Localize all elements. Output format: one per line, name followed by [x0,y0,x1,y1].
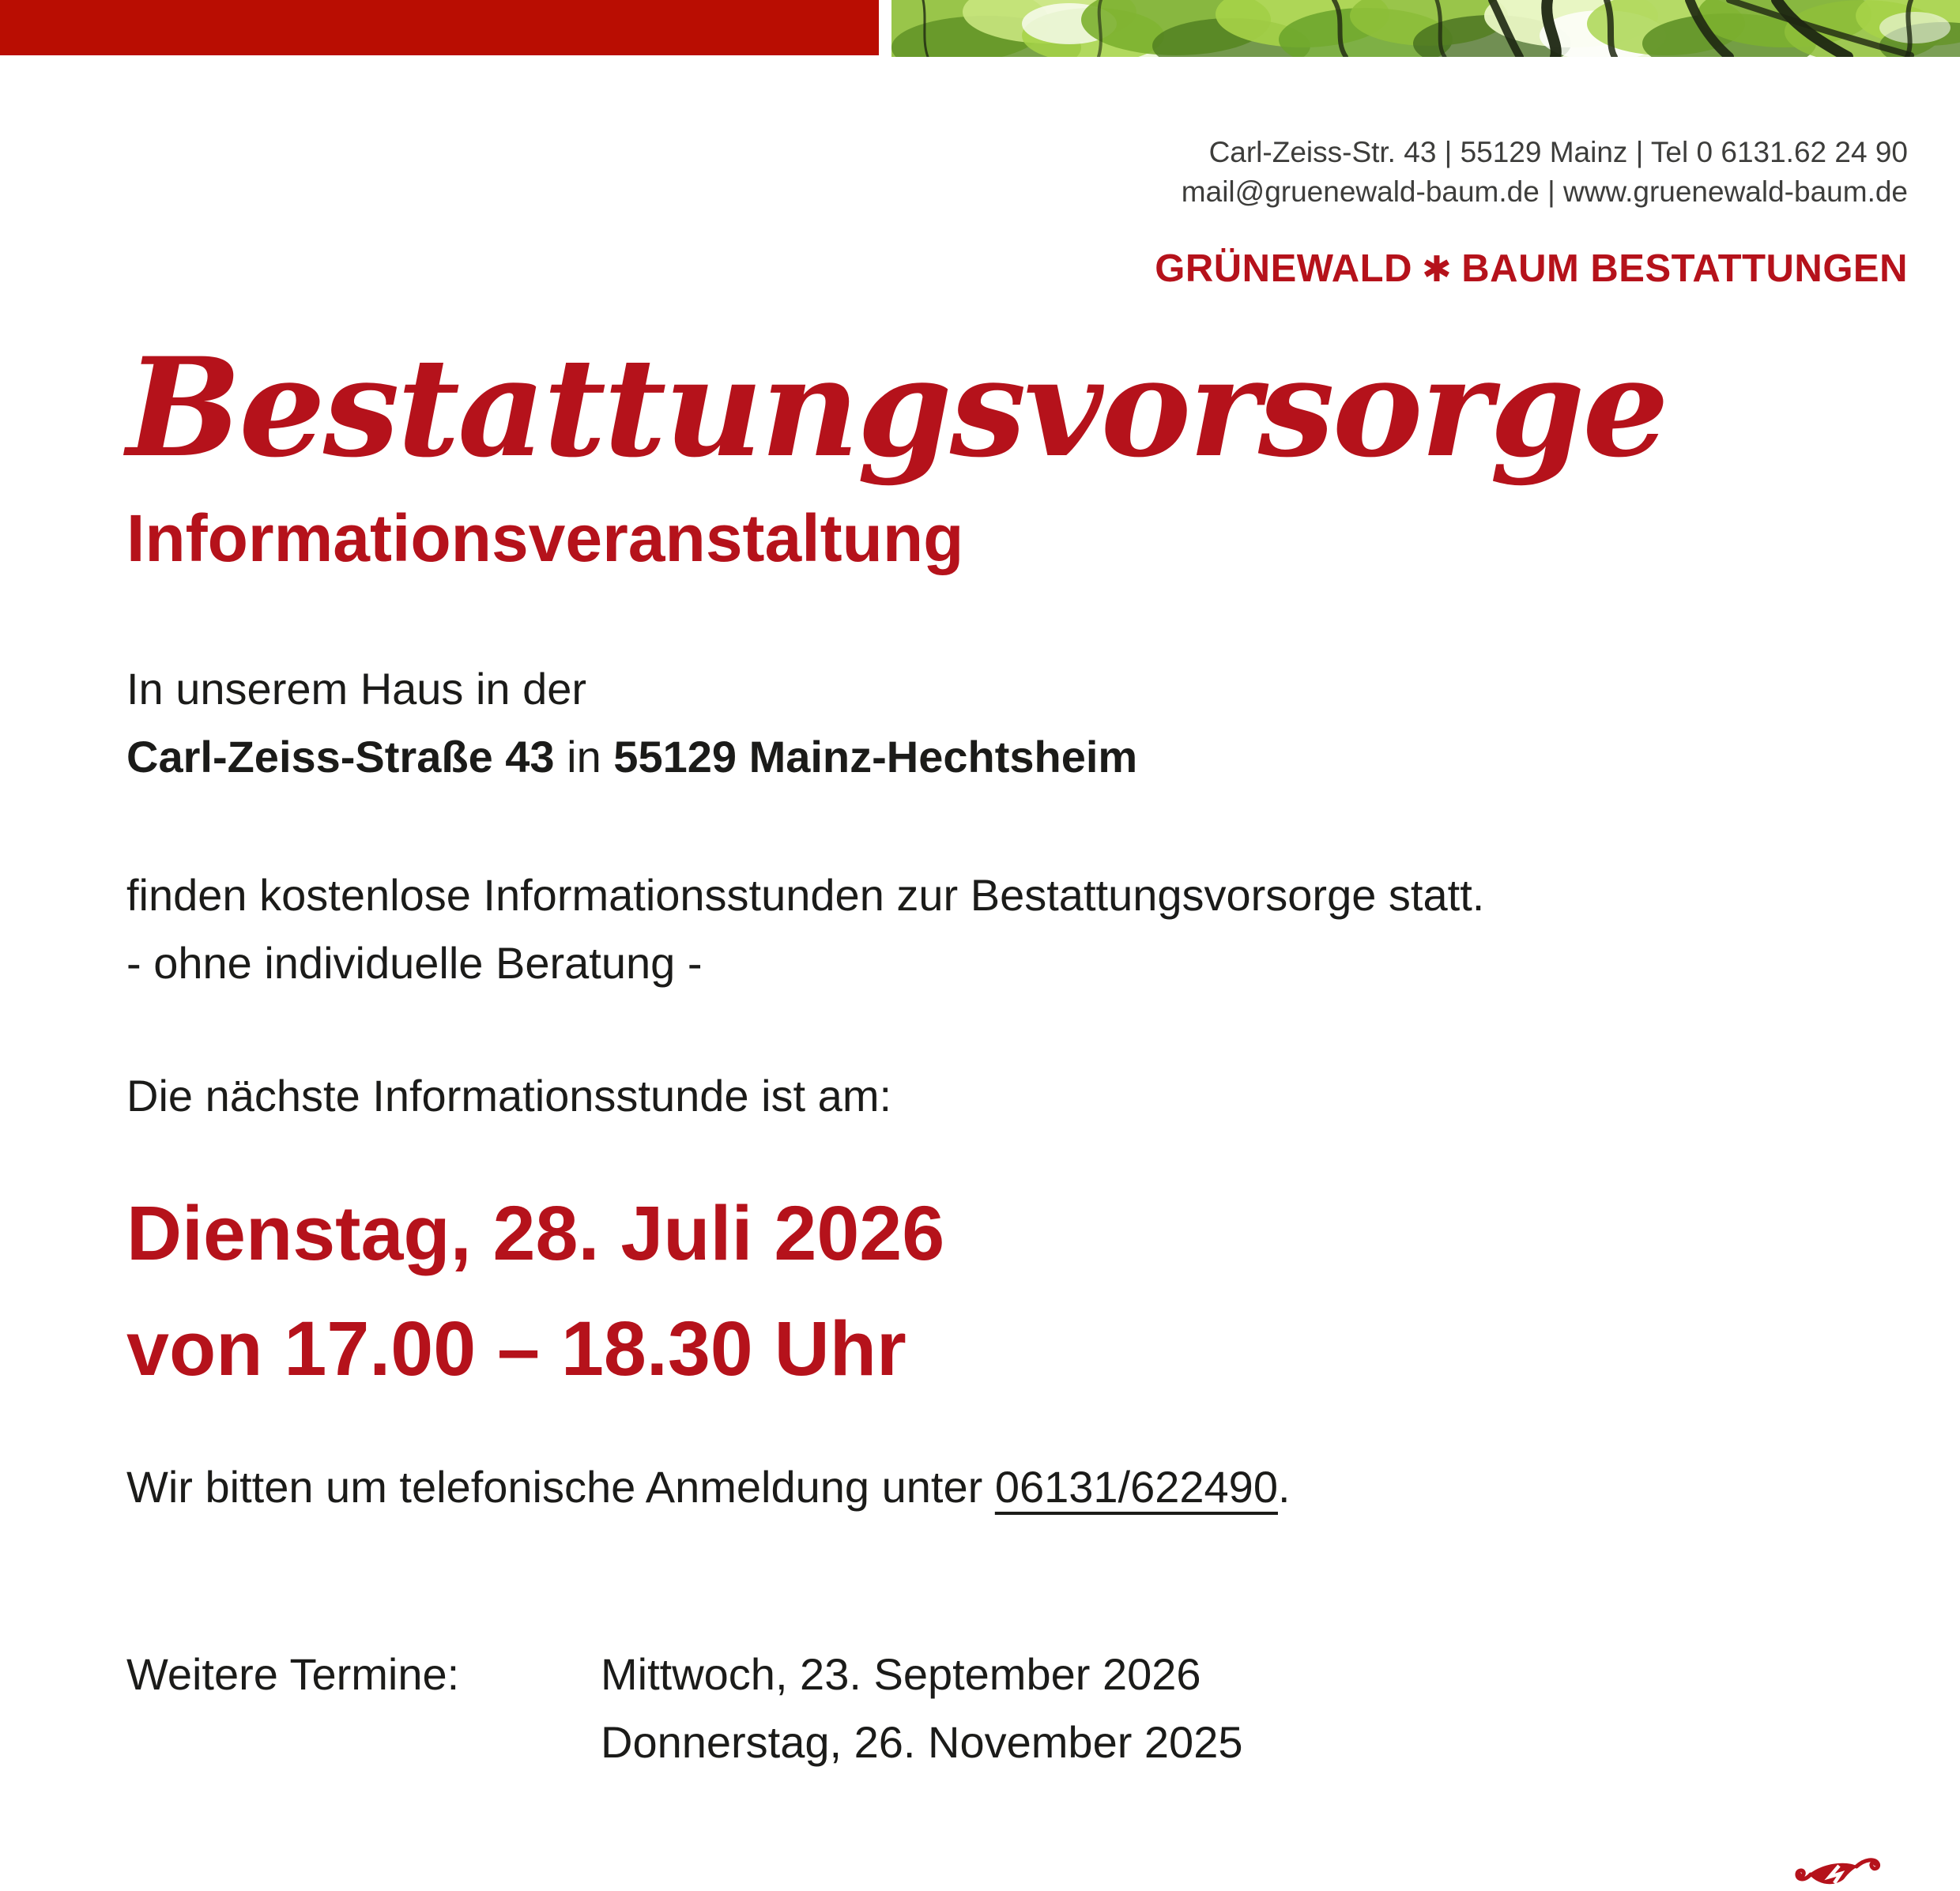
registration-text: Wir bitten um telefonische Anmeldung unter [126,1462,983,1512]
phone-number: 06131/622490 [994,1462,1278,1512]
info-paragraph [126,861,1857,997]
intro-paragraph [126,655,1857,791]
info-line-2: - ohne individuelle Beratung - [126,937,703,988]
main-content [126,327,1857,1776]
leaf-logo-icon [1794,1853,1884,1889]
company-name-part-2: BAUM BESTATTUNGEN [1461,247,1908,290]
intro-line: In unserem Haus in der [126,664,587,714]
further-dates-label: Weitere Termine: [126,1648,460,1699]
contact-line-1: Carl-Zeiss-Str. 43 | 55129 Mainz | Tel 0 6131.62 24 90 [1208,136,1908,168]
tree-canopy-photo [891,0,1960,57]
address-city: 55129 Mainz-Hechtsheim [613,732,1138,782]
page-title-script: Bestattungsvorsorge [126,327,1667,488]
company-name [1155,247,1908,291]
address-connector: in [567,732,601,782]
contact-line-2: mail@gruenewald-baum.de | www.gruenewald-baum.de [1181,175,1908,208]
letterhead [1155,133,1908,291]
registration-period: . [1277,1462,1291,1512]
header-red-bar [0,0,879,55]
event-date-heading [126,1176,1857,1406]
event-time: von 17.00 – 18.30 Uhr [126,1305,906,1392]
page-subtitle: Informationsveranstaltung [126,500,964,575]
further-dates-list [601,1640,1243,1776]
star-separator-icon: ✱ [1422,247,1453,290]
company-name-part-1: GRÜNEWALD [1155,247,1413,290]
further-dates-section [126,1640,1857,1776]
registration-paragraph [126,1453,1857,1521]
header-band [0,0,1960,57]
further-date-item: Mittwoch, 23. September 2026 [601,1648,1201,1699]
address-street: Carl-Zeiss-Straße 43 [126,732,555,782]
further-date-item: Donnerstag, 26. November 2025 [601,1716,1243,1767]
event-date: Dienstag, 28. Juli 2026 [126,1190,945,1277]
info-line-1: finden kostenlose Informationsstunden zur Bestattungsvorsorge statt. [126,869,1485,920]
next-session-label: Die nächste Informationsstunde ist am: [126,1071,892,1121]
